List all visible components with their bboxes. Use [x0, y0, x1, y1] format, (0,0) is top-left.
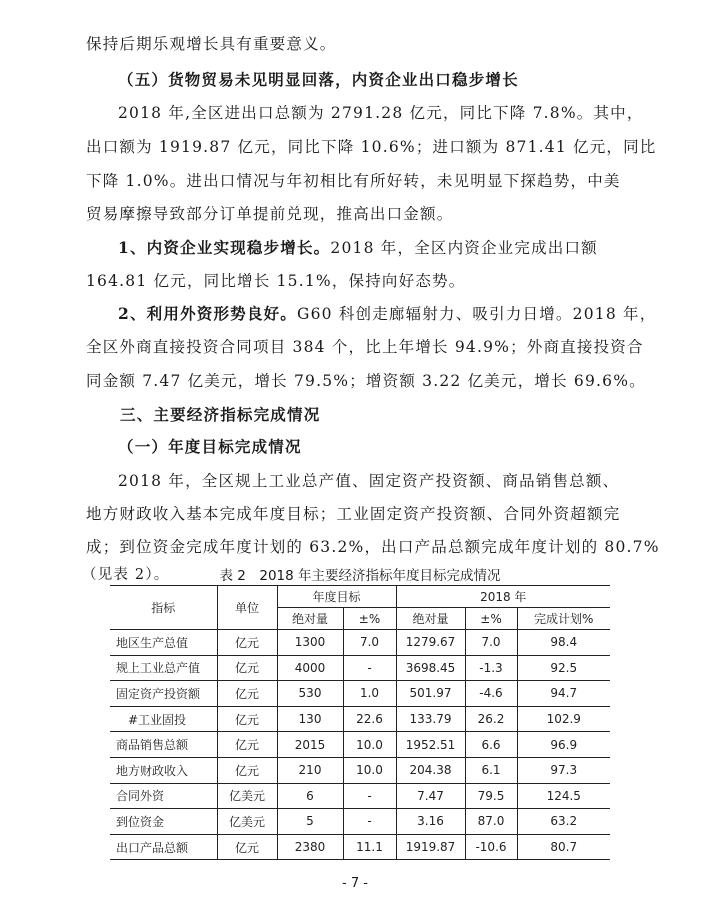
cell-target-absolute: 6	[277, 783, 343, 809]
cell-actual-pct: 7.0	[465, 630, 517, 656]
cell-indicator: 地方财政收入	[110, 757, 217, 783]
table-row	[110, 732, 610, 758]
cell-actual-pct: -1.3	[465, 655, 517, 681]
subheading-domestic-enterprise: 1、内资企业实现稳步增长。	[118, 238, 331, 257]
cell-target-pct: 22.6	[343, 706, 396, 732]
cell-completion-pct: 96.9	[517, 732, 610, 758]
cell-target-pct: 7.0	[343, 630, 396, 656]
header-completion-pct: 完成计划%	[517, 608, 610, 630]
cell-target-absolute: 530	[277, 681, 343, 707]
cell-target-absolute: 2380	[277, 834, 343, 860]
cell-actual-pct: 6.6	[465, 732, 517, 758]
header-indicator: 指标	[110, 586, 217, 630]
cell-unit: 亿元	[217, 757, 277, 783]
cell-unit: 亿美元	[217, 809, 277, 835]
paragraph-line	[118, 238, 634, 258]
cell-target-absolute: 210	[277, 757, 343, 783]
subheading-foreign-investment: 2、利用外资形势良好。	[118, 304, 297, 323]
paragraph-line: 保持后期乐观增长具有重要意义。	[86, 35, 337, 53]
table-caption: 表 2 2018 年主要经济指标年度目标完成情况	[219, 568, 501, 584]
cell-completion-pct: 94.7	[517, 681, 610, 707]
cell-target-pct: -	[343, 809, 396, 835]
cell-actual-absolute: 7.47	[396, 783, 465, 809]
paragraph-line: 成；到位资金完成年度计划的 63.2%，出口产品总额完成年度计划的 80.7%	[86, 538, 660, 556]
cell-target-absolute: 4000	[277, 655, 343, 681]
header-annual-target: 年度目标	[277, 586, 396, 608]
table-row	[110, 630, 610, 656]
page-number: - 7 -	[342, 876, 368, 891]
cell-actual-pct: 26.2	[465, 706, 517, 732]
table-row	[110, 783, 610, 809]
cell-actual-pct: 6.1	[465, 757, 517, 783]
header-actual-pct: ±%	[465, 608, 517, 630]
cell-unit: 亿元	[217, 681, 277, 707]
cell-actual-absolute: 1952.51	[396, 732, 465, 758]
paragraph-line: 地方财政收入基本完成年度目标；工业固定资产投资额、合同外资超额完	[86, 505, 621, 523]
cell-actual-pct: -10.6	[465, 834, 517, 860]
cell-indicator: 到位资金	[110, 809, 217, 835]
paragraph-text: G60 科创走廊辐射力、吸引力日增。2018 年，	[297, 305, 657, 323]
cell-completion-pct: 80.7	[517, 834, 610, 860]
header-actual-absolute: 绝对量	[396, 608, 465, 630]
paragraph-line: 出口额为 1919.87 亿元，同比下降 10.6%；进口额为 871.41 亿元，同比	[86, 138, 657, 156]
cell-indicator: 出口产品总额	[110, 834, 217, 860]
cell-actual-pct: -4.6	[465, 681, 517, 707]
table-row	[110, 706, 610, 732]
cell-indicator: #工业固投	[110, 706, 217, 732]
cell-indicator: 合同外资	[110, 783, 217, 809]
section-heading-5: （五）货物贸易未见明显回落，内资企业出口稳步增长	[118, 70, 519, 89]
cell-target-absolute: 1300	[277, 630, 343, 656]
table-row	[110, 757, 610, 783]
cell-unit: 亿元	[217, 834, 277, 860]
paragraph-line: （见表 2）。	[82, 567, 170, 583]
paragraph-line: 164.81 亿元，同比增长 15.1%，保持向好态势。	[86, 272, 466, 290]
section-heading-3: 三、主要经济指标完成情况	[120, 406, 321, 424]
paragraph-line: 贸易摩擦导致部分订单提前兑现，推高出口金额。	[86, 205, 454, 223]
cell-indicator: 规上工业总产值	[110, 655, 217, 681]
cell-unit: 亿元	[217, 706, 277, 732]
cell-actual-absolute: 1279.67	[396, 630, 465, 656]
paragraph-line: 2018 年,全区进出口总额为 2791.28 亿元，同比下降 7.8%。其中，	[118, 104, 644, 122]
cell-unit: 亿美元	[217, 783, 277, 809]
cell-unit: 亿元	[217, 630, 277, 656]
paragraph-line	[118, 304, 657, 324]
cell-target-pct: 10.0	[343, 757, 396, 783]
cell-actual-absolute: 3.16	[396, 809, 465, 835]
cell-actual-absolute: 501.97	[396, 681, 465, 707]
paragraph-line: 2018 年，全区规上工业总产值、固定资产投资额、商品销售总额、	[118, 472, 620, 490]
header-target-pct: ±%	[343, 608, 396, 630]
cell-target-pct: 1.0	[343, 681, 396, 707]
table-row	[110, 834, 610, 860]
cell-unit: 亿元	[217, 655, 277, 681]
paragraph-line: 下降 1.0%。进出口情况与年初相比有所好转，未见明显下探趋势，中美	[86, 172, 621, 190]
cell-completion-pct: 92.5	[517, 655, 610, 681]
cell-completion-pct: 102.9	[517, 706, 610, 732]
header-year-2018: 2018 年	[396, 586, 610, 608]
paragraph-text: 2018 年，全区内资企业完成出口额	[330, 239, 598, 257]
cell-actual-pct: 79.5	[465, 783, 517, 809]
cell-indicator: 固定资产投资额	[110, 681, 217, 707]
section-heading-3-1: （一）年度目标完成情况	[118, 437, 302, 456]
header-unit: 单位	[217, 586, 277, 630]
cell-actual-absolute: 133.79	[396, 706, 465, 732]
cell-target-absolute: 130	[277, 706, 343, 732]
cell-actual-pct: 87.0	[465, 809, 517, 835]
cell-completion-pct: 63.2	[517, 809, 610, 835]
cell-actual-absolute: 3698.45	[396, 655, 465, 681]
table-row	[110, 809, 610, 835]
table-row	[110, 681, 610, 707]
cell-target-absolute: 2015	[277, 732, 343, 758]
paragraph-line: 同金额 7.47 亿美元，增长 79.5%；增资额 3.22 亿美元，增长 69.6%。	[86, 372, 646, 390]
cell-target-pct: 10.0	[343, 732, 396, 758]
cell-target-pct: -	[343, 655, 396, 681]
indicators-table	[110, 585, 610, 860]
cell-target-pct: 11.1	[343, 834, 396, 860]
cell-actual-absolute: 204.38	[396, 757, 465, 783]
cell-actual-absolute: 1919.87	[396, 834, 465, 860]
header-target-absolute: 绝对量	[277, 608, 343, 630]
cell-indicator: 商品销售总额	[110, 732, 217, 758]
cell-target-absolute: 5	[277, 809, 343, 835]
cell-unit: 亿元	[217, 732, 277, 758]
cell-indicator: 地区生产总值	[110, 630, 217, 656]
paragraph-line: 全区外商直接投资合同项目 384 个，比上年增长 94.9%；外商直接投资合	[86, 338, 644, 356]
cell-completion-pct: 97.3	[517, 757, 610, 783]
cell-completion-pct: 98.4	[517, 630, 610, 656]
cell-completion-pct: 124.5	[517, 783, 610, 809]
cell-target-pct: -	[343, 783, 396, 809]
table-row	[110, 655, 610, 681]
